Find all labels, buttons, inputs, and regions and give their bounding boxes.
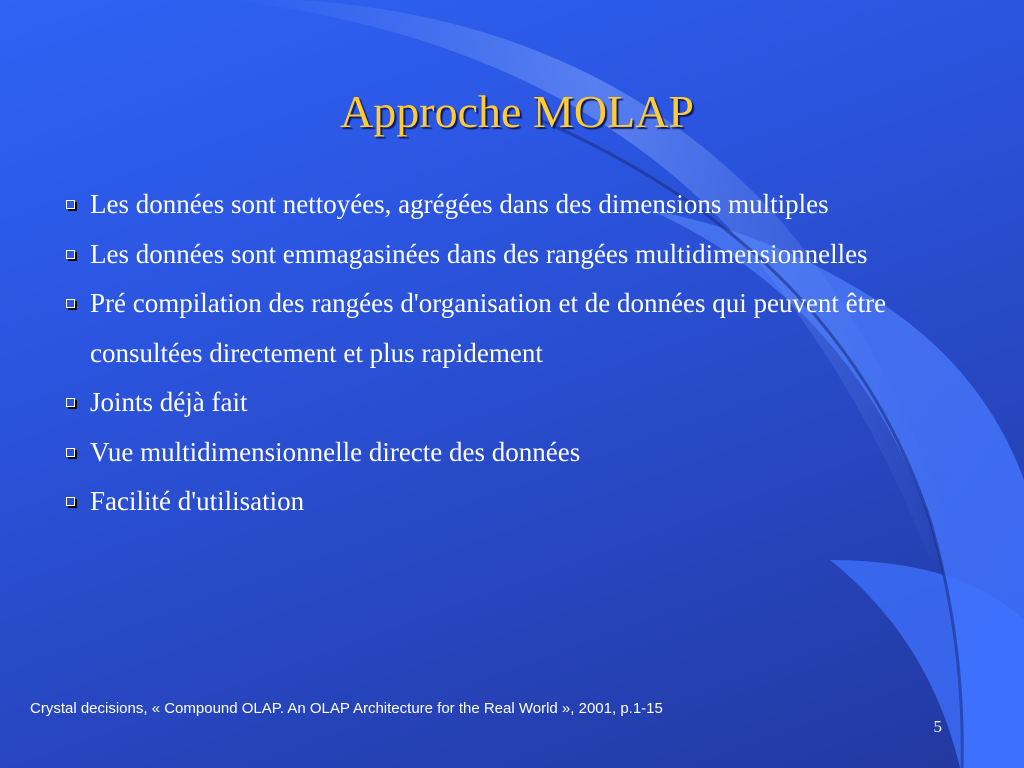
bullet-item <box>62 378 942 428</box>
hollow-square-icon <box>66 250 75 259</box>
bullet-item <box>62 477 942 527</box>
source-citation: Crystal decisions, « Compound OLAP. An OLAP Architecture for the Real World », 2001, p.1-15 <box>30 700 663 717</box>
hollow-square-icon <box>66 200 75 209</box>
hollow-square-icon <box>66 299 75 308</box>
bullet-item <box>62 428 942 478</box>
bullet-item <box>62 230 942 280</box>
bullet-item <box>62 279 942 378</box>
bullet-text: Vue multidimensionnelle directe des données <box>90 436 581 467</box>
bullet-text: Facilité d'utilisation <box>90 486 305 516</box>
page-number: 5 <box>933 717 942 736</box>
bullet-text: Joints déjà fait <box>90 387 248 417</box>
slide-title: Approche MOLAP <box>340 86 694 137</box>
bullet-text: Les données sont nettoyées, agrégées dans des dimensions multiples <box>90 189 829 219</box>
bullet-item <box>62 180 942 230</box>
hollow-square-icon <box>66 497 75 506</box>
bullet-text: Les données sont emmagasinées dans des rangées multidimensionnelles <box>90 238 868 269</box>
hollow-square-icon <box>66 448 75 457</box>
bullet-text: Pré compilation des rangées d'organisation et de données qui peuvent être consultées directement et plus rapidement <box>90 288 887 368</box>
bullet-list <box>62 180 942 527</box>
hollow-square-icon <box>66 398 75 407</box>
